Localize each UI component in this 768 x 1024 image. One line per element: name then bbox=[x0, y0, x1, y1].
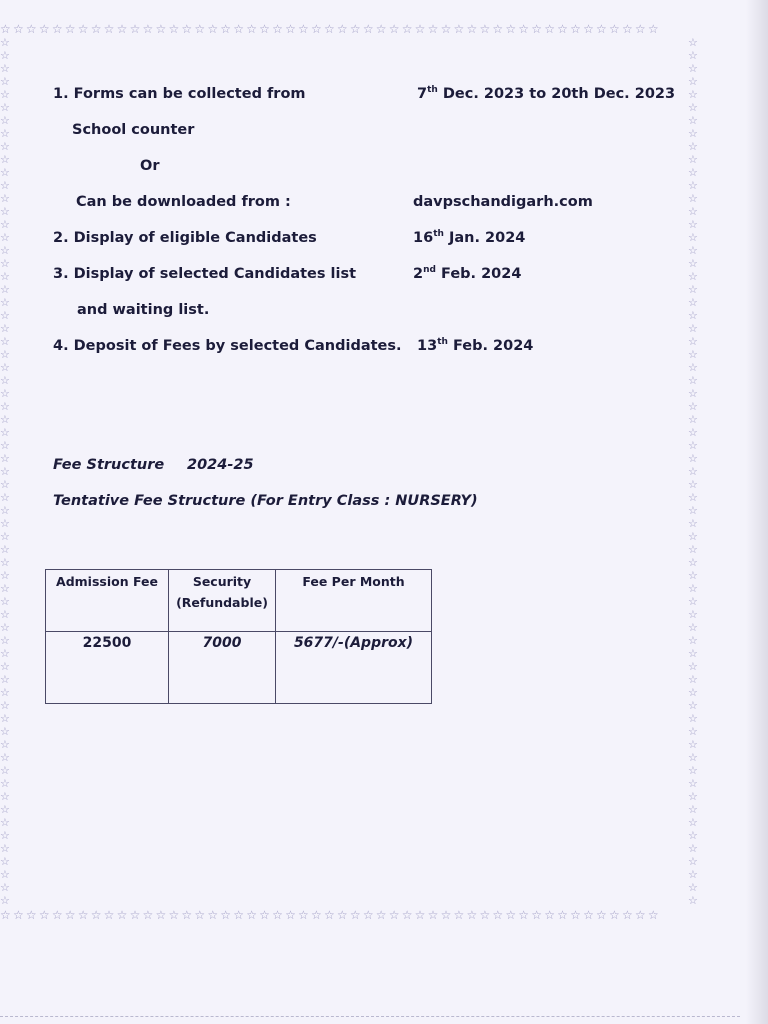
fee-structure-year: 2024-25 bbox=[187, 457, 254, 473]
item1-or: Or bbox=[140, 158, 160, 174]
star-border-bottom: ☆☆☆☆☆☆☆☆☆☆☆☆☆☆☆☆☆☆☆☆☆☆☆☆☆☆☆☆☆☆☆☆☆☆☆☆☆☆☆☆☆☆☆☆☆☆☆☆☆☆☆ bbox=[0, 908, 661, 922]
page-edge-line bbox=[0, 1016, 740, 1017]
fee-table bbox=[45, 569, 432, 704]
cell-fee-per-month: 5677/-(Approx) bbox=[276, 632, 432, 704]
star-border-left: ☆☆☆☆☆☆☆☆☆☆☆☆☆☆☆☆☆☆☆☆☆☆☆☆☆☆☆☆☆☆☆☆☆☆☆☆☆☆☆☆☆☆☆☆☆☆☆☆☆☆☆☆☆☆☆☆☆☆☆☆☆☆☆☆☆☆☆ bbox=[0, 36, 10, 907]
item1-label: 1. Forms can be collected from bbox=[53, 86, 306, 102]
scan-shadow bbox=[746, 0, 768, 1024]
item4-label: 4. Deposit of Fees by selected Candidates. bbox=[53, 338, 402, 354]
item2-label: 2. Display of eligible Candidates bbox=[53, 230, 317, 246]
star-border-top: ☆☆☆☆☆☆☆☆☆☆☆☆☆☆☆☆☆☆☆☆☆☆☆☆☆☆☆☆☆☆☆☆☆☆☆☆☆☆☆☆☆☆☆☆☆☆☆☆☆☆☆ bbox=[0, 22, 661, 36]
header-fee-per-month: Fee Per Month bbox=[276, 570, 432, 632]
fee-table-header-row bbox=[46, 570, 432, 632]
star-border-right: ☆☆☆☆☆☆☆☆☆☆☆☆☆☆☆☆☆☆☆☆☆☆☆☆☆☆☆☆☆☆☆☆☆☆☆☆☆☆☆☆☆☆☆☆☆☆☆☆☆☆☆☆☆☆☆☆☆☆☆☆☆☆☆☆☆☆☆ bbox=[688, 36, 698, 907]
item3-label: 3. Display of selected Candidates list bbox=[53, 266, 357, 282]
item4-date: 13th Feb. 2024 bbox=[417, 337, 534, 354]
item1-download-label: Can be downloaded from : bbox=[76, 194, 291, 210]
item1-school-counter: School counter bbox=[72, 122, 195, 138]
item1-date: 7th Dec. 2023 to 20th Dec. 2023 bbox=[417, 85, 676, 102]
fee-table-row bbox=[46, 632, 432, 704]
website-link[interactable]: davpschandigarh.com bbox=[413, 194, 593, 210]
item3-date: 2nd Feb. 2024 bbox=[413, 265, 522, 282]
fee-structure-subheading: Tentative Fee Structure (For Entry Class : NURSERY) bbox=[53, 493, 478, 509]
fee-structure-heading: Fee Structure bbox=[53, 457, 165, 473]
cell-security: 7000 bbox=[169, 632, 276, 704]
cell-admission-fee: 22500 bbox=[46, 632, 169, 704]
header-admission-fee: Admission Fee bbox=[46, 570, 169, 632]
item3-waiting-list: and waiting list. bbox=[77, 302, 210, 318]
header-security: Security (Refundable) bbox=[169, 570, 276, 632]
item2-date: 16th Jan. 2024 bbox=[413, 229, 526, 246]
